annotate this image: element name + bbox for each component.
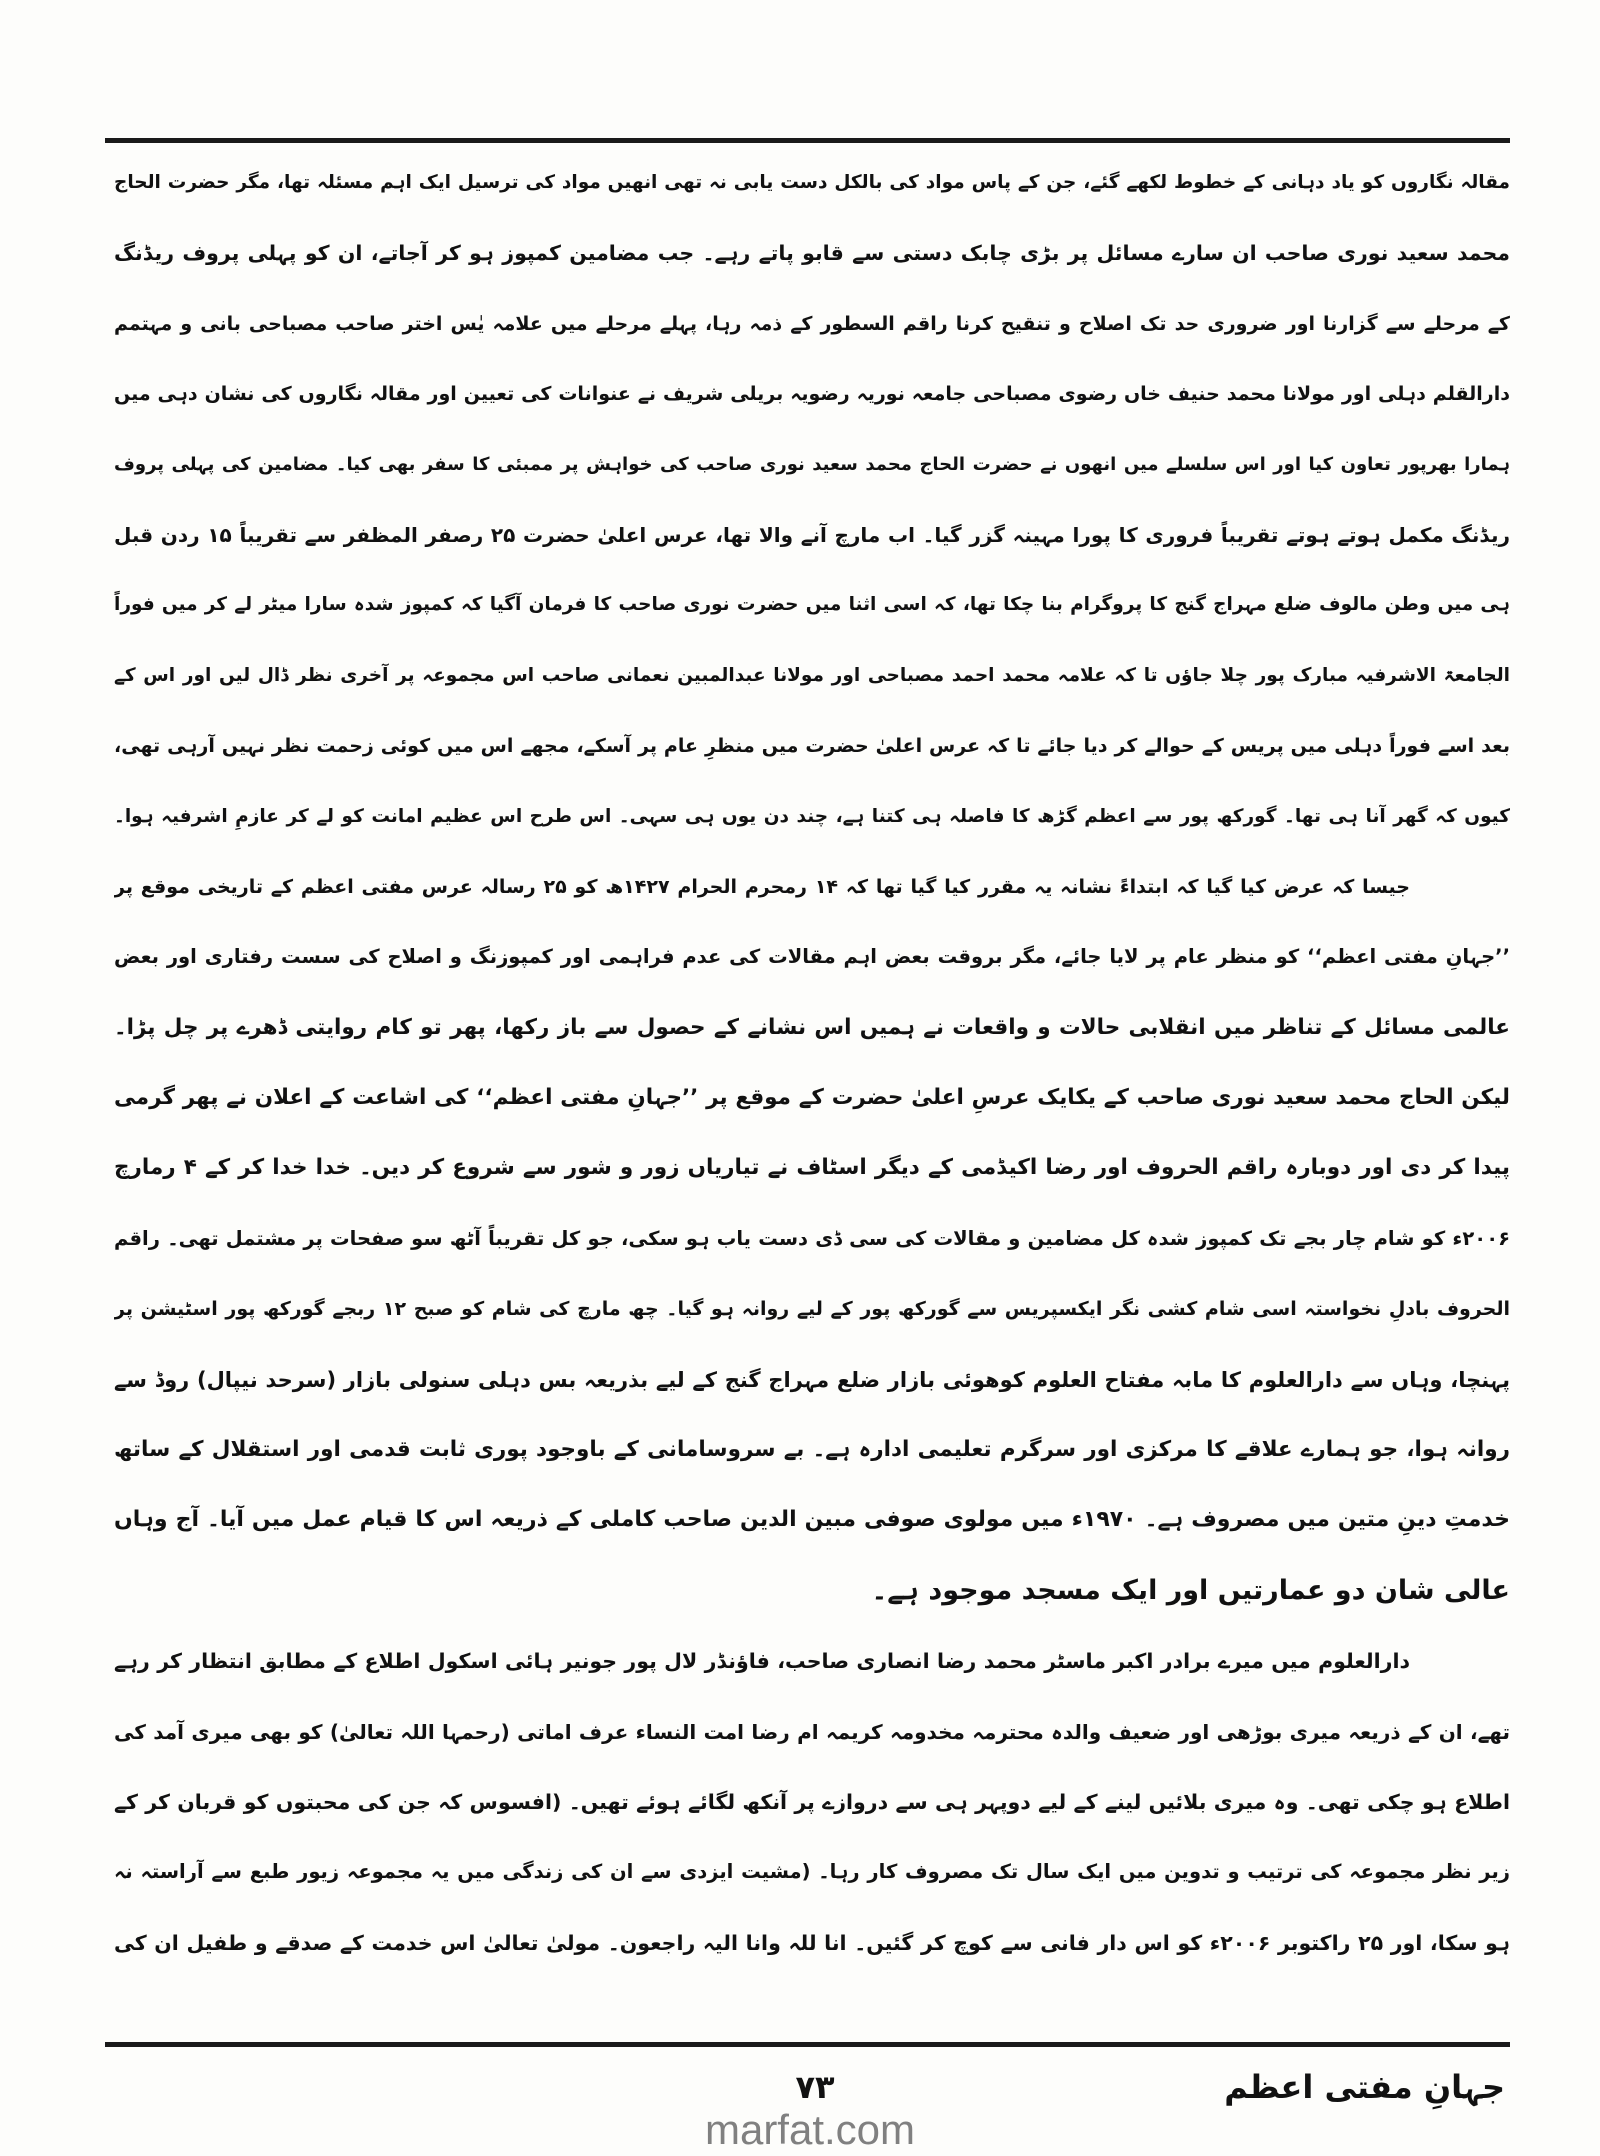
text-line: الحروف بادلِ نخواستہ اسی شام کشی نگر ایکسپریس سے گورکھ پور کے لیے روانہ ہو گیا۔ چھ مارچ کی شام کو صبح ۱۲ ربجے گورکھ پور اسٹیشن پر [114, 1298, 1510, 1321]
watermark: marfat.com [704, 2106, 916, 2153]
text-line: جیسا کہ عرض کیا گیا کہ ابتداءً نشانہ یہ مقرر کیا گیا تھا کہ ۱۴ رمحرم الحرام ۱۴۲۷ھ کو ۲۵ رسالہ عرس مفتی اعظم کے تاریخی موقع پر [114, 875, 1411, 898]
text-line: بعد اسے فوراً دہلی میں پریس کے حوالے کر دیا جائے تا کہ عرس اعلیٰ حضرت میں منظرِ عام پر آسکے، مجھے اس میں کوئی زحمت نظر نہیں آرہی تھی، [114, 735, 1510, 758]
text-line: اطلاع ہو چکی تھی۔ وہ میری بلائیں لینے کے لیے دوپہر ہی سے دروازے پر آنکھ لگائے ہوئے تھیں۔ (افسوس کہ جن کی محبتوں کو قربان کر کے [114, 1789, 1510, 1814]
text-line: دارالقلم دہلی اور مولانا محمد حنیف خاں رضوی مصباحی جامعہ نوریہ رضویہ بریلی شریف نے عنوانات کی تعیین اور مقالہ نگاروں کی نشان دہی میں [114, 383, 1510, 406]
text-line: تھے، ان کے ذریعہ میری بوڑھی اور ضعیف والدہ محترمہ مخدومہ کریمہ ام رضا امت النساء عرف اماتی (رحمہا اللہ تعالیٰ) کو بھی میری آمد کی [114, 1719, 1510, 1744]
text-line: ریڈنگ مکمل ہوتے ہوتے تقریباً فروری کا پورا مہینہ گزر گیا۔ اب مارچ آنے والا تھا، عرس اعلیٰ حضرت ۲۵ رصفر المظفر سے تقریباً ۱۵ ردن قبل [114, 522, 1510, 547]
text-line: عالی شان دو عمارتیں اور ایک مسجد موجود ہے۔ [871, 1574, 1510, 1606]
text-line: لیکن الحاج محمد سعید نوری صاحب کے یکایک عرسِ اعلیٰ حضرت کے موقع پر ’’جہانِ مفتی اعظم‘‘ کی اشاعت کے اعلان نے پھر گرمی [114, 1085, 1510, 1111]
text-line: الجامعۃ الاشرفیہ مبارک پور چلا جاؤں تا کہ علامہ محمد احمد مصباحی اور مولانا عبدالمبین نعمانی صاحب اس مجموعہ پر آخری نظر ڈال لیں اور اس کے [114, 664, 1510, 686]
running-footer-title: جہانِ مفتی اعظم [1224, 2068, 1505, 2106]
text-line: ہو سکا، اور ۲۵ راکتوبر ۲۰۰۶ء کو اس دار فانی سے کوچ کر گئیں۔ انا للہ وانا الیہ راجعون۔ مولیٰ تعالیٰ اس خدمت کے صدقے و طفیل ان کی [114, 1930, 1510, 1955]
text-line: ہمارا بھرپور تعاون کیا اور اس سلسلے میں انھوں نے حضرت الحاج محمد سعید نوری صاحب کی خواہش پر ممبئی کا سفر بھی کیا۔ مضامین کی پہلی پروف [114, 453, 1510, 475]
bottom-rule [105, 2042, 1510, 2047]
page-number: ۷۳ [795, 2068, 835, 2106]
text-line: ’’جہانِ مفتی اعظم‘‘ کو منظر عام پر لایا جائے، مگر بروقت بعض اہم مقالات کی عدم فراہمی اور کمپوزنگ و اصلاح کی سست رفتاری اور بعض [114, 945, 1510, 969]
body-text [114, 148, 1510, 1978]
text-line: روانہ ہوا، جو ہمارے علاقے کا مرکزی اور سرگرم تعلیمی ادارہ ہے۔ بے سروسامانی کے باوجود پوری ثابت قدمی اور استقلال کے ساتھ [114, 1437, 1510, 1463]
text-line: پیدا کر دی اور دوبارہ راقم الحروف اور رضا اکیڈمی کے دیگر اسٹاف نے تیاریاں زور و شور سے شروع کر دیں۔ خدا خدا کر کے ۴ رمارچ [114, 1155, 1510, 1181]
text-line: پہنچا، وہاں سے دارالعلوم کا مابہ مفتاح العلوم کوھوئی بازار ضلع مہراج گنج کے لیے بذریعہ بس دہلی سنولی بازار (سرحد نیپال) روڈ سے [114, 1367, 1510, 1392]
text-line: زیر نظر مجموعہ کی ترتیب و تدوین میں ایک سال تک مصروف کار رہا۔ (مشیت ایزدی سے ان کی زندگی میں یہ مجموعہ زیور طبع سے آراستہ نہ [114, 1860, 1510, 1884]
text-line: عالمی مسائل کے تناظر میں انقلابی حالات و واقعات نے ہمیں اس نشانے کے حصول سے باز رکھا، پھر تو کام روایتی ڈھرے پر چل پڑا۔ [114, 1014, 1510, 1040]
text-line: خدمتِ دینِ متین میں مصروف ہے۔ ۱۹۷۰ء میں مولوی صوفی مبین الدین صاحب کاملی کے ذریعہ اس کا قیام عمل میں آیا۔ آج وہاں [114, 1507, 1510, 1533]
text-line: کیوں کہ گھر آنا ہی تھا۔ گورکھ پور سے اعظم گڑھ کا فاصلہ ہی کتنا ہے، چند دن یوں ہی سہی۔ اس طرح اس عظیم امانت کو لے کر عازمِ اشرفیہ ہوا۔ [114, 805, 1510, 827]
text-line: مقالہ نگاروں کو یاد دہانی کے خطوط لکھے گئے، جن کے پاس مواد کی بالکل دست یابی نہ تھی انھیں مواد کی ترسیل ایک اہم مسئلہ تھا، مگر حضرت الحاج [114, 172, 1510, 193]
text-line: محمد سعید نوری صاحب ان سارے مسائل پر بڑی چابک دستی سے قابو پاتے رہے۔ جب مضامین کمپوز ہو کر آجاتے، ان کو پہلی پروف ریڈنگ [114, 241, 1510, 266]
text-line: کے مرحلے سے گزارنا اور ضروری حد تک اصلاح و تنقیح کرنا راقم السطور کے ذمہ رہا، پہلے مرحلے میں علامہ یٰس اختر صاحب مصباحی بانی و مہتمم [114, 312, 1510, 335]
text-line: دارالعلوم میں میرے برادر اکبر ماسٹر محمد رضا انصاری صاحب، فاؤنڈر لال پور جونیر ہائی اسکول اطلاع کے مطابق انتظار کر رہے [114, 1649, 1410, 1674]
top-rule [105, 138, 1510, 143]
text-line: ۲۰۰۶ء کو شام چار بجے تک کمپوز شدہ کل مضامین و مقالات کی سی ڈی دست یاب ہو سکی، جو کل تقریباً آٹھ سو صفحات پر مشتمل تھی۔ راقم [114, 1226, 1510, 1250]
text-line: ہی میں وطن مالوف ضلع مہراج گنج کا پروگرام بنا چکا تھا، کہ اسی اثنا میں حضرت نوری صاحب کا فرمان آگیا کہ کمپوز شدہ سارا میٹر لے کر میں فوراً [114, 594, 1510, 616]
